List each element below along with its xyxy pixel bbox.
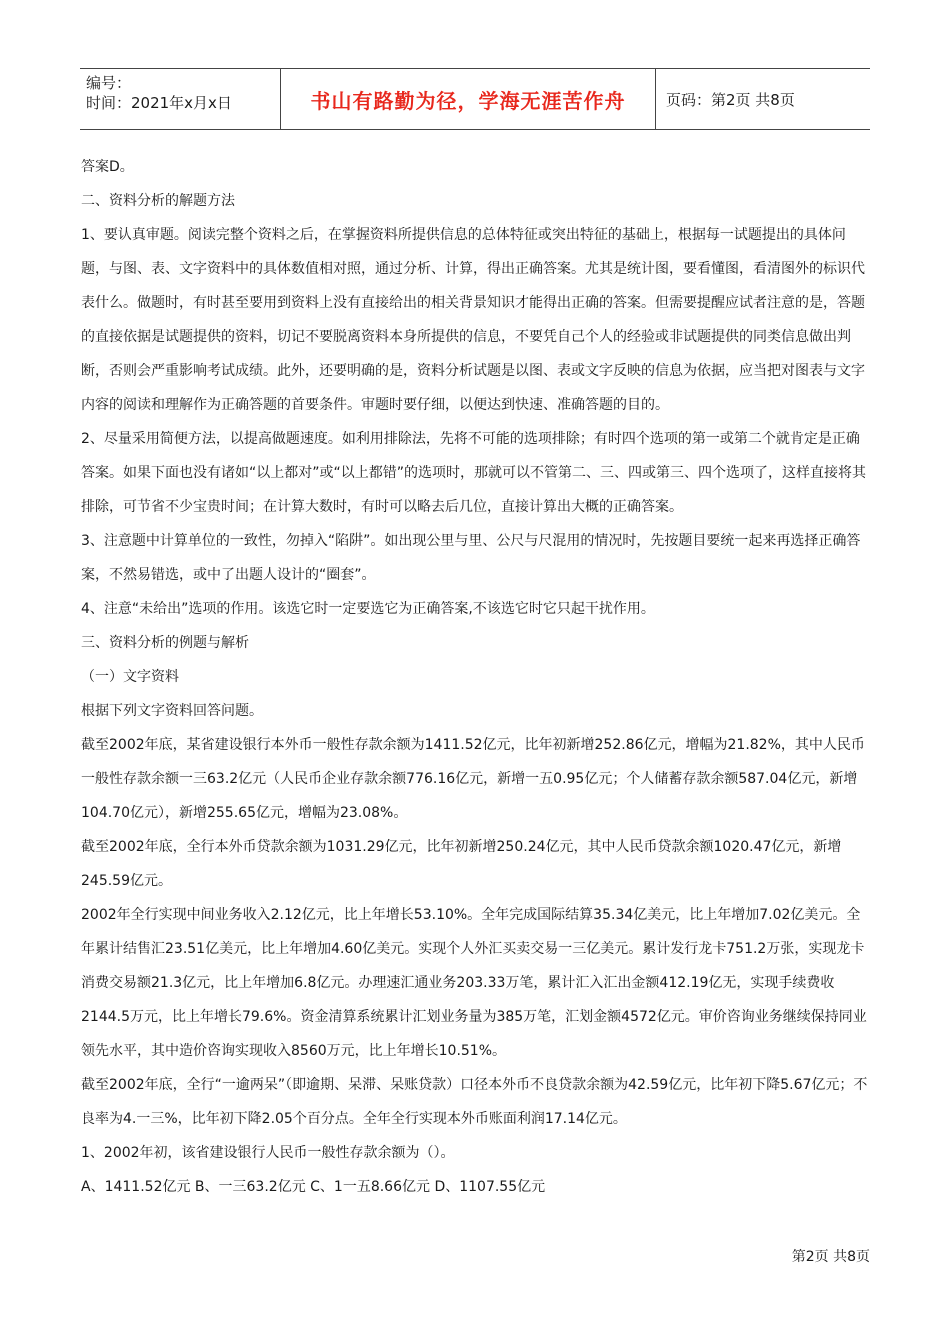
page-number-label: 页码：第2页 共8页 bbox=[666, 90, 795, 109]
time-label: 时间：2021年x月x日 bbox=[86, 94, 232, 112]
paragraph: 截至2002年底，某省建设银行本外币一般性存款余额为1411.52亿元，比年初新增252.86亿元，增幅为21.82%，其中人民币一般性存款余额一三63.2亿元（人民币企业存款余额776.16亿元，新增一五0.95亿元；个人储蓄存款余额587.04亿元，新增104.70亿元），新增255.65亿元，增幅为23.08%。 bbox=[81, 737, 865, 821]
question: 1、2002年初，该省建设银行人民币一般性存款余额为（）。 bbox=[81, 1145, 455, 1161]
paragraph: 2002年全行实现中间业务收入2.12亿元，比上年增长53.10%。全年完成国际结算35.34亿美元，比上年增加7.02亿美元。全年累计结售汇23.51亿美元，比上年增加4.60亿美元。实现个人外汇买卖交易一三亿美元。累计发行龙卡751.2万张，实现龙卡消费交易额21.3亿元，比上年增加6.8亿元。办理速汇通业务203.33万笔，累计汇入汇出金额412.19亿无，实现手续费收2144.5万元，比上年增长79.6%。资金清算系统累计汇划业务量为385万笔，汇划金额4572亿元。审价咨询业务继续保持同业领先水平，其中造价咨询实现收入8560万元，比上年增长10.51%。 bbox=[81, 907, 867, 1059]
document-body bbox=[81, 150, 871, 1204]
page-footer: 第2页 共8页 bbox=[791, 1249, 870, 1265]
section-heading: 三、资料分析的例题与解析 bbox=[81, 635, 249, 651]
paragraph: 1、要认真审题。阅读完整个资料之后，在掌握资料所提供信息的总体特征或突出特征的基础上，根据每一试题提出的具体问题，与图、表、文字资料中的具体数值相对照，通过分析、计算，得出正确答案。尤其是统计图，要看懂图，看清图外的标识代表什么。做题时，有时甚至要用到资料上没有直接给出的相关背景知识才能得出正确的答案。但需要提醒应试者注意的是，答题的直接依据是试题提供的资料，切记不要脱离资料本身所提供的信息，不要凭自己个人的经验或非试题提供的同类信息做出判断，否则会严重影响考试成绩。此外，还要明确的是，资料分析试题是以图、表或文字反映的信息为依据，应当把对图表与文字内容的阅读和理解作为正确答题的首要条件。审题时要仔细，以便达到快速、准确答题的目的。 bbox=[81, 227, 865, 413]
paragraph: 2、尽量采用简便方法，以提高做题速度。如利用排除法，先将不可能的选项排除；有时四个选项的第一或第二个就肯定是正确答案。如果下面也没有诸如“以上都对”或“以上都错”的选项时，那就可以不管第二、三、四或第三、四个选项了，这样直接将其排除，可节省不少宝贵时间；在计算大数时，有时可以略去后几位，直接计算出大概的正确答案。 bbox=[81, 431, 867, 515]
number-label: 编号： bbox=[86, 74, 132, 92]
paragraph: 3、注意题中计算单位的一致性，勿掉入“陷阱”。如出现公里与里、公尺与尺混用的情况时，先按题目要统一起来再选择正确答案，不然易错选，或中了出题人设计的“圈套”。 bbox=[81, 533, 861, 583]
paragraph: 答案D。 bbox=[81, 159, 134, 175]
paragraph: 4、注意“未给出”选项的作用。该选它时一定要选它为正确答案,不该选它时它只起干扰作用。 bbox=[81, 601, 655, 617]
answer-options: A、1411.52亿元 B、一三63.2亿元 C、1一五8.66亿元 D、1107.55亿元 bbox=[81, 1179, 546, 1195]
section-heading: 二、资料分析的解题方法 bbox=[81, 193, 235, 209]
motto: 书山有路勤为径，学海无涯苦作舟 bbox=[280, 69, 656, 129]
paragraph: 根据下列文字资料回答问题。 bbox=[81, 703, 263, 719]
page-header bbox=[80, 68, 870, 130]
header-meta bbox=[80, 69, 280, 129]
subsection-heading: （一）文字资料 bbox=[81, 669, 179, 685]
paragraph: 截至2002年底，全行本外币贷款余额为1031.29亿元，比年初新增250.24亿元，其中人民币贷款余额1020.47亿元，新增245.59亿元。 bbox=[81, 839, 842, 889]
paragraph: 截至2002年底，全行“一逾两呆”（即逾期、呆滞、呆账贷款）口径本外币不良贷款余额为42.59亿元，比年初下降5.67亿元；不良率为4.一三%，比年初下降2.05个百分点。全年全行实现本外币账面利润17.14亿元。 bbox=[81, 1077, 868, 1127]
